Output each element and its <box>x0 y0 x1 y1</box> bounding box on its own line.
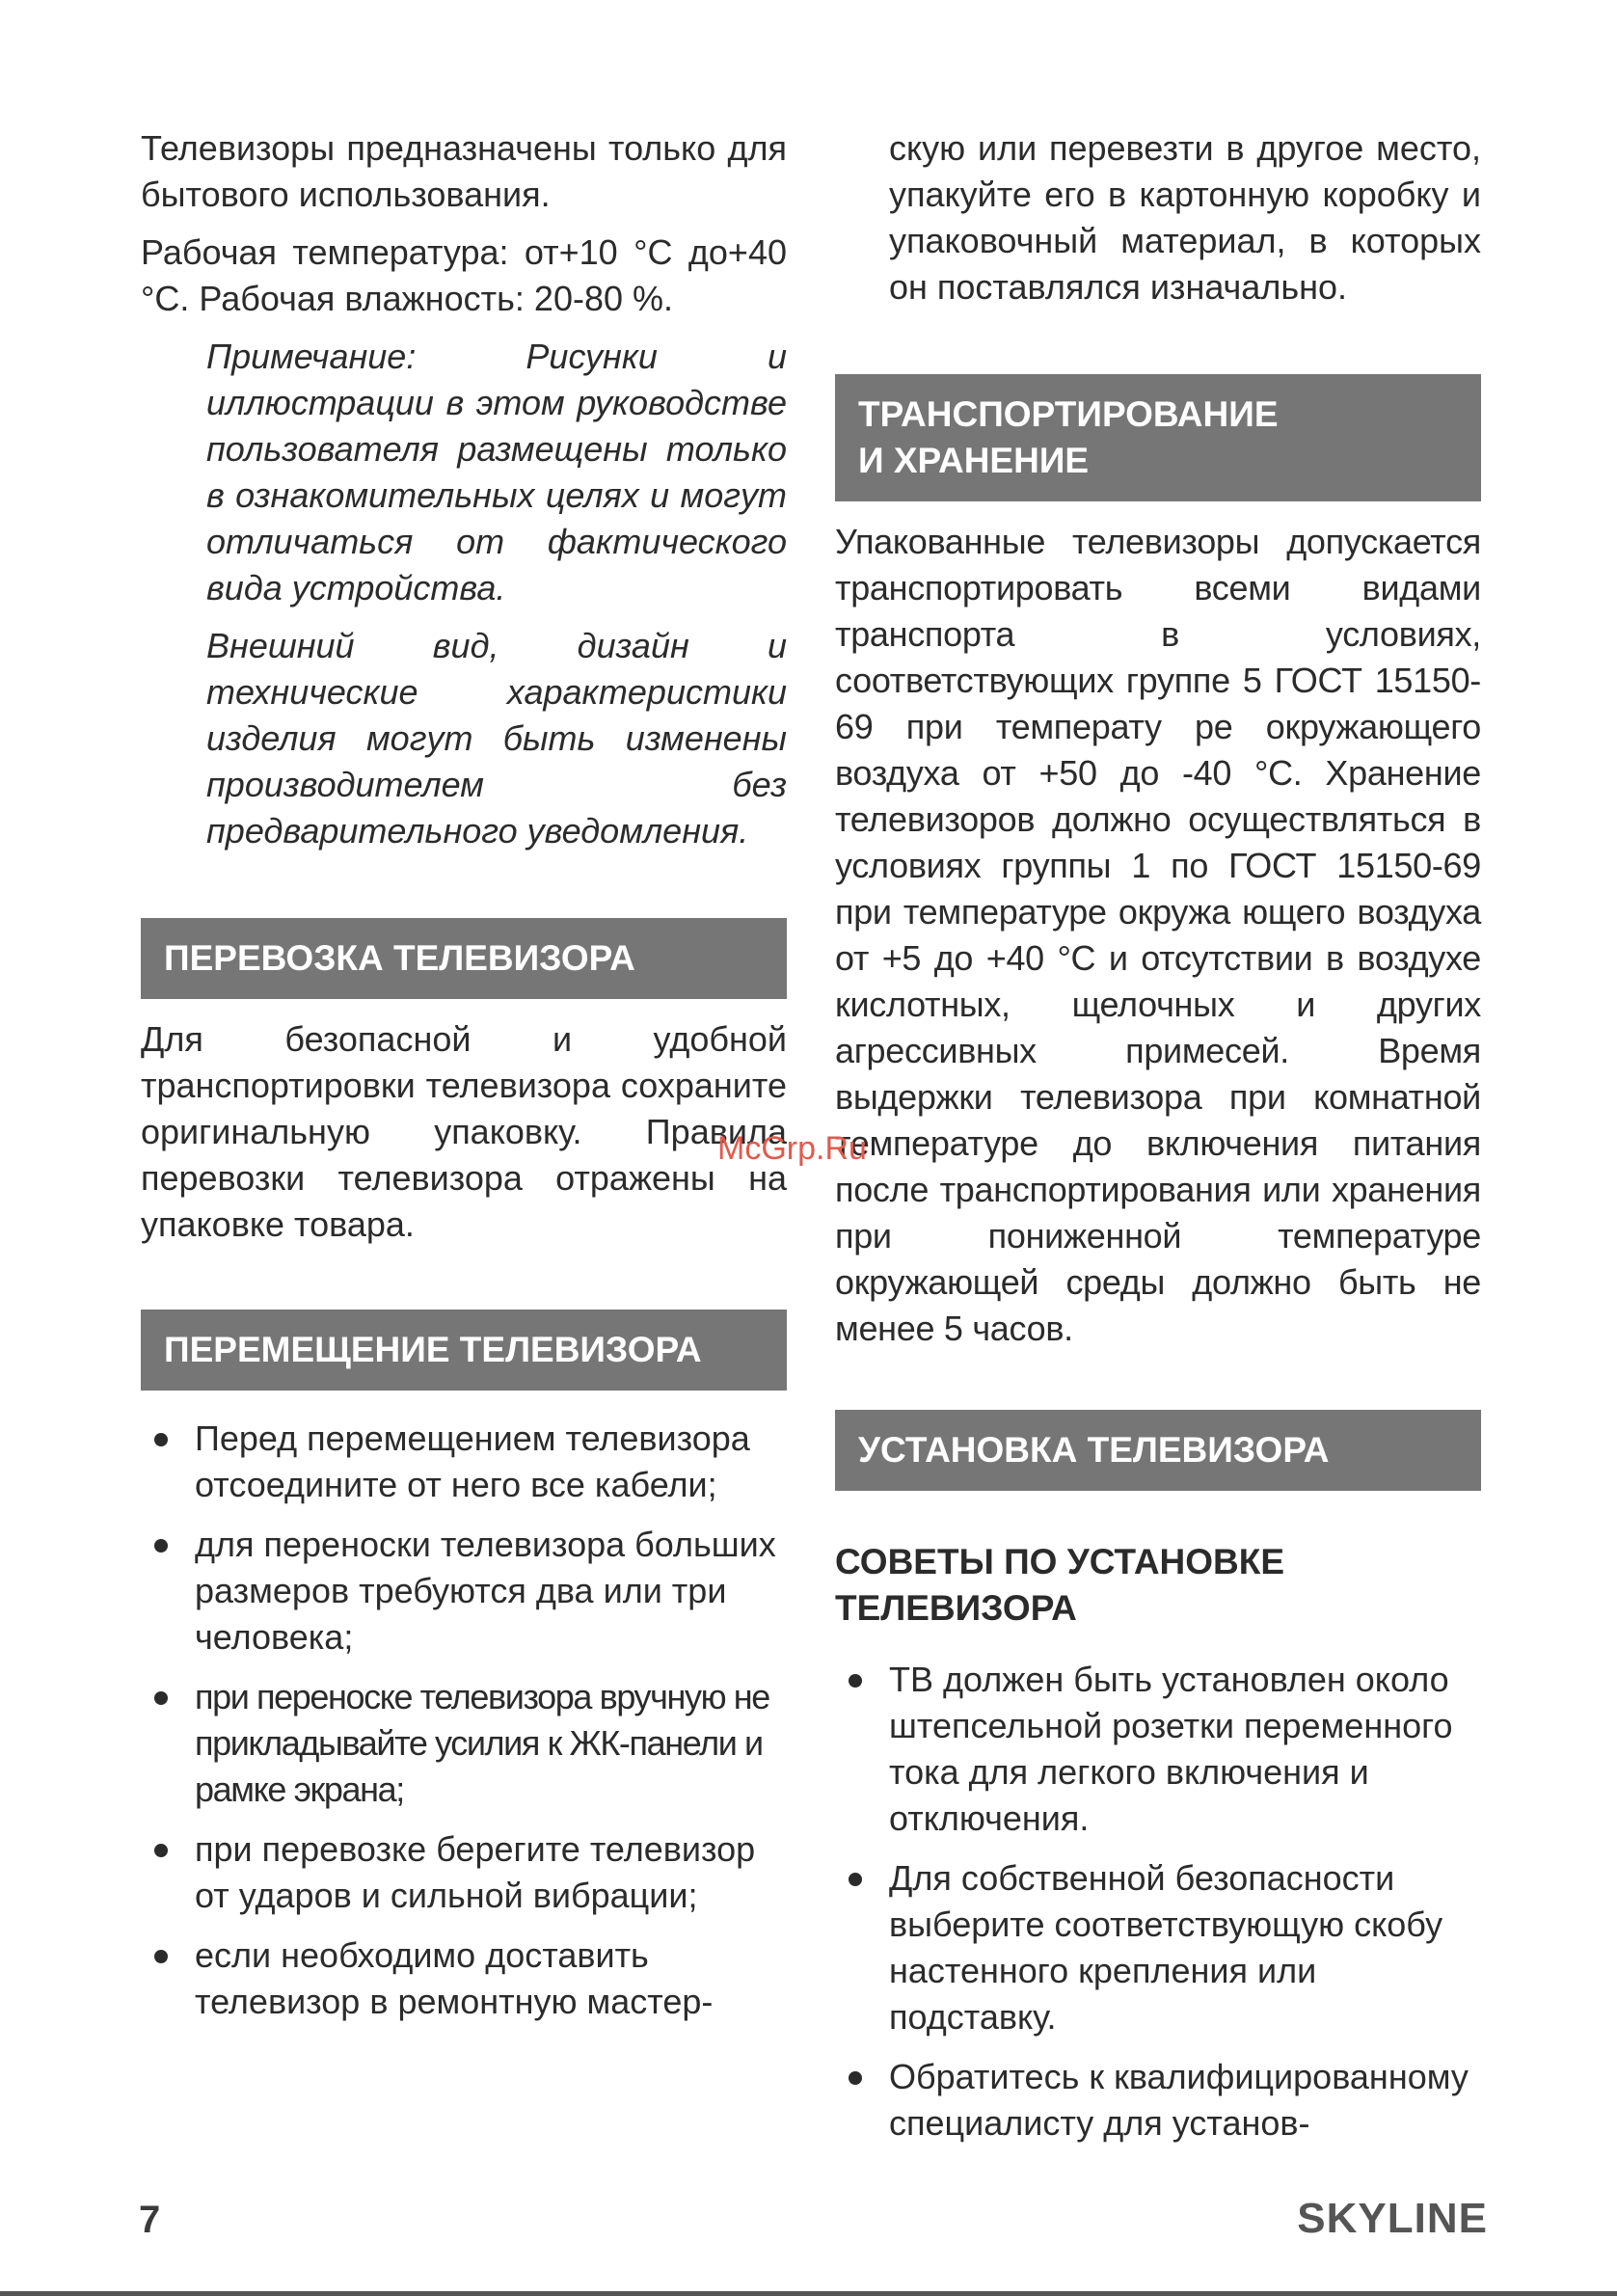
bullet-icon <box>154 1691 168 1705</box>
list-item: при переноске телевизора вручную не прикладывайте усилия к ЖК-панели и рамке экрана; <box>141 1674 787 1813</box>
install-heading: УСТАНОВКА ТЕЛЕВИЗОРА <box>835 1410 1481 1491</box>
moving-heading: ПЕРЕМЕЩЕНИЕ ТЕЛЕВИЗОРА <box>141 1310 787 1391</box>
list-item: при перевозке берегите телевизор от ударов и сильной вибрации; <box>141 1826 787 1919</box>
list-item: Обратитесь к квалифицированному специалисту для установ- <box>835 2054 1481 2147</box>
list-item: если необходимо доставить телевизор в ремонтную мастер- <box>141 1932 787 2025</box>
tips-heading-line1: СОВЕТЫ ПО УСТАНОВКЕ <box>835 1542 1285 1581</box>
list-item: Перед перемещением телевизора отсоедините от него все кабели; <box>141 1416 787 1508</box>
bullet-icon <box>154 1433 168 1446</box>
note-design-changes: Внешний вид, дизайн и технические характеристики изделия могут быть изменены производителем без предварительного уведомления. <box>206 626 787 851</box>
left-column <box>141 125 787 2039</box>
storage-heading-line2: И ХРАНЕНИЕ <box>858 441 1090 480</box>
bullet-icon <box>849 1674 862 1688</box>
page-number: 7 <box>139 2199 161 2241</box>
bullet-icon <box>849 1873 862 1886</box>
operating-conditions-text: Рабочая температура: от+10 °C до+40 °C. Рабочая влажность: 20-80 %. <box>141 232 787 318</box>
list-item: Для собственной безопасности выберите соответствующую скобу настенного крепления или подставку. <box>835 1855 1481 2040</box>
bullet-icon <box>154 1844 168 1857</box>
transport-heading: ПЕРЕВОЗКА ТЕЛЕВИЗОРА <box>141 918 787 999</box>
bullet-icon <box>849 2071 862 2085</box>
brand-logo: SKYLINE <box>1297 2195 1488 2242</box>
tips-heading <box>835 1539 1481 1632</box>
right-column <box>835 125 1481 2160</box>
storage-heading <box>835 374 1481 501</box>
list-item: ТВ должен быть установлен около штепсельной розетки переменного тока для легкого включения и отключения. <box>835 1657 1481 1842</box>
bullet-icon <box>154 1539 168 1553</box>
moving-list <box>141 1416 787 2025</box>
tips-list <box>835 1657 1481 2147</box>
note-illustrations: Примечание: Рисунки и иллюстрации в этом руководстве пользователя размещены только в ознакомительных целях и могут отличаться от фактического вида устройства. <box>206 337 787 608</box>
bullet-icon <box>154 1950 168 1963</box>
storage-text: Упакованные телевизоры допускается транспортировать всеми видами транспорта в условиях, соответствующих группе 5 ГОСТ 15150-69 при температу ре окружающего воздуха от +50 до -40 °C. Хранение телевизоров должно осуществляться в условиях группы 1 по ГОСТ 15150-69 при температуре окружа ющего воздуха от +5 до +40 °C и отсутствии в воздухе кислотных, щелочных и других агрессивных примесей. Время выдержки телевизора при комнатной температуре до включения питания после транспортирования или хранения при пониженной температуре окружающей среды должно быть не менее 5 часов. <box>835 522 1481 1348</box>
list-item: для переноски телевизора больших размеров требуются два или три человека; <box>141 1522 787 1661</box>
watermark: McGrp.Ru <box>717 1130 867 1167</box>
continued-text: скую или перевезти в другое место, упакуйте его в картонную коробку и упаковочный материал, в которых он поставлялся изначально. <box>889 128 1481 307</box>
storage-heading-line1: ТРАНСПОРТИРОВАНИЕ <box>858 394 1279 434</box>
tips-heading-line2: ТЕЛЕВИЗОРА <box>835 1588 1077 1628</box>
transport-text: Для безопасной и удобной транспортировки телевизора сохраните оригинальную упаковку. Правила перевозки телевизора отражены на упаковке товара. <box>141 1019 787 1244</box>
bottom-divider <box>0 2291 1617 2296</box>
intro-text: Телевизоры предназначены только для бытового использования. <box>141 128 787 214</box>
